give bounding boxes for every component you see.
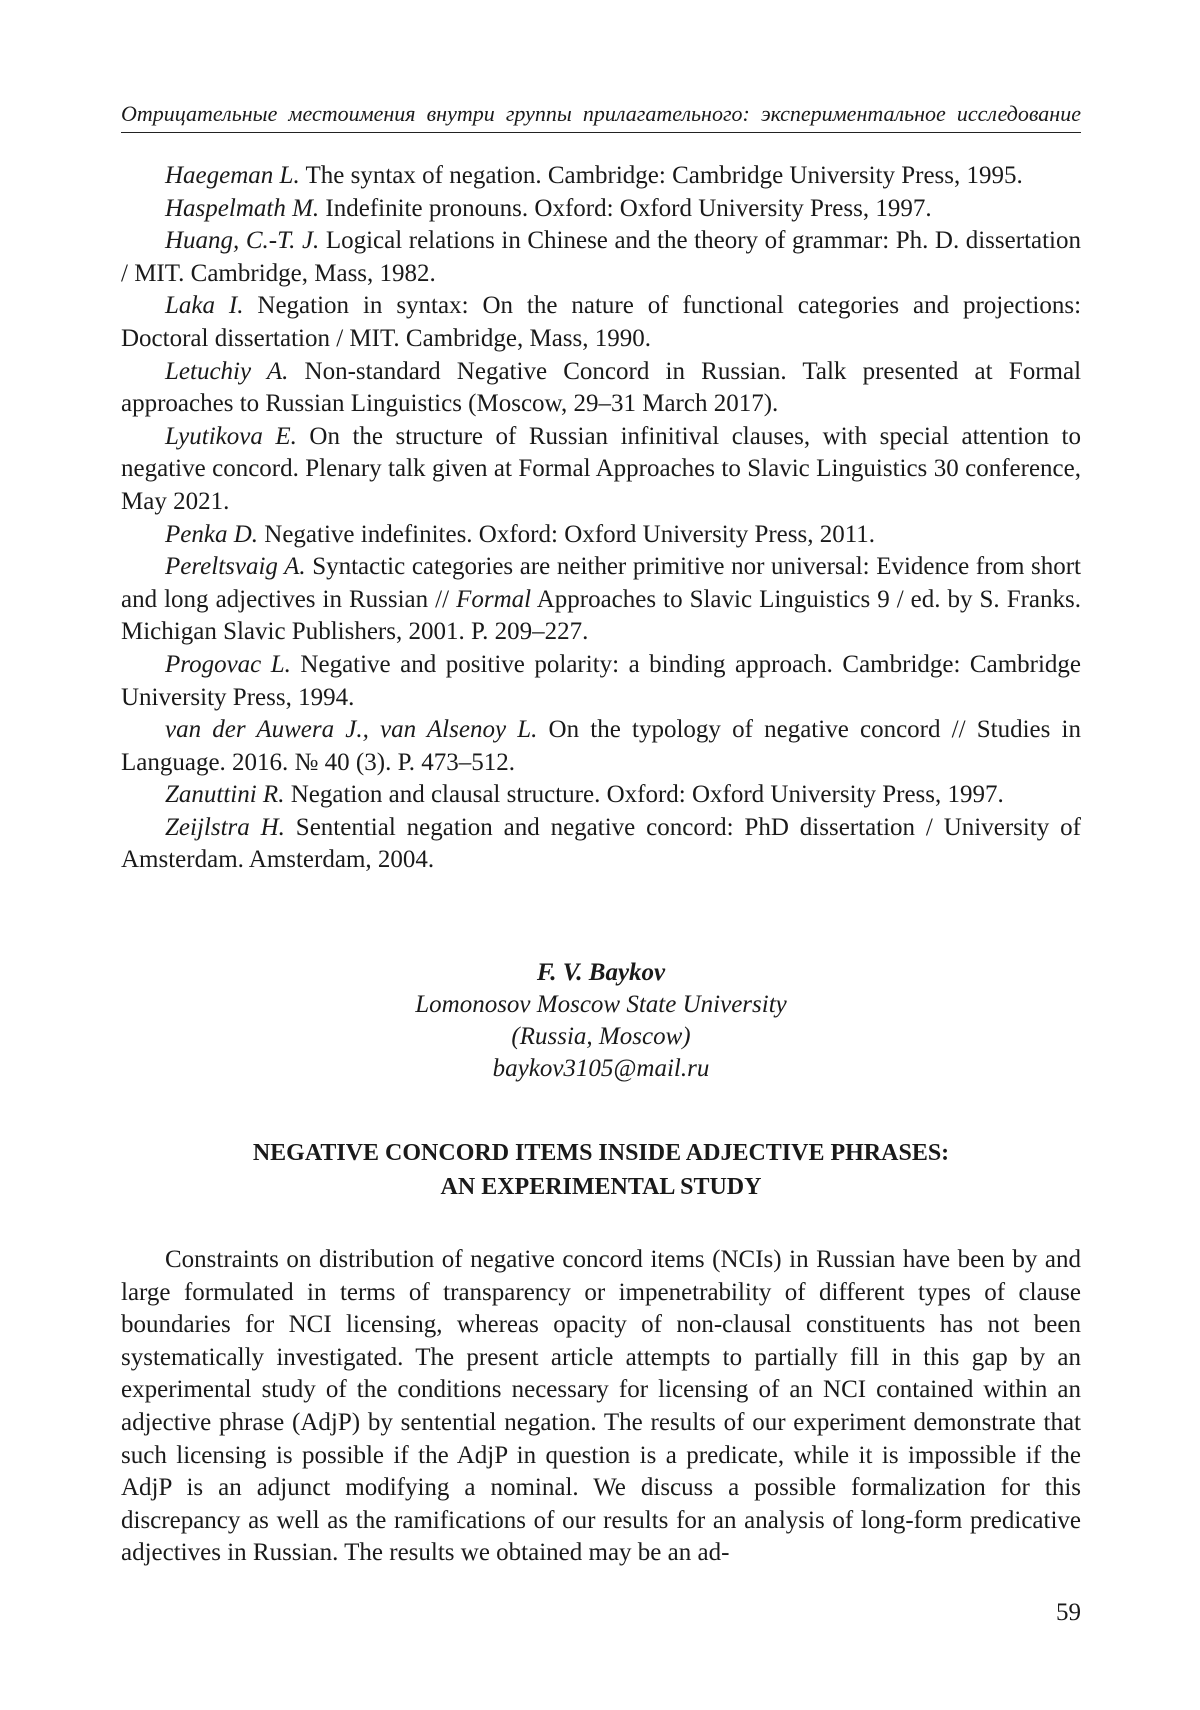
author-byline: [121, 957, 1081, 1085]
reference-item: [121, 519, 1081, 552]
reference-item: [121, 225, 1081, 290]
reference-item: [121, 356, 1081, 421]
reference-author: Lyutikova E.: [165, 422, 297, 450]
references-list: [121, 160, 1081, 877]
reference-author: Pereltsvaig A.: [165, 553, 306, 581]
reference-text: Negative indefinites. Oxford: Oxford University Press, 2011.: [258, 520, 876, 548]
reference-item: [121, 193, 1081, 226]
article-title-line: AN EXPERIMENTAL STUDY: [440, 1174, 762, 1200]
reference-item: [121, 812, 1081, 877]
reference-author: Huang, C.-T. J.: [165, 227, 320, 255]
author-affiliation: Lomonosov Moscow State University: [415, 991, 787, 1018]
reference-author: Zanuttini R.: [165, 781, 285, 809]
article-title: [121, 1136, 1081, 1204]
reference-author: Haspelmath M.: [165, 194, 320, 222]
page-number: 59: [1056, 1599, 1081, 1626]
running-head: Отрицательные местоимения внутри группы прилагательного: экспериментальное исследование: [121, 101, 1081, 126]
reference-text: Non-standard Negative Concord in Russian. Talk presented at Formal approaches to Russian Linguistics (Moscow, 29–31 March 2017).: [121, 357, 1082, 418]
reference-text: The syntax of negation. Cambridge: Cambridge University Press, 1995.: [299, 162, 1023, 189]
reference-item: [121, 779, 1081, 812]
author-email: baykov3105@mail.ru: [492, 1055, 710, 1082]
reference-author: Zeijlstra H.: [165, 813, 285, 841]
reference-author: Progovac L.: [165, 650, 291, 678]
reference-text: Sentential negation and negative concord: PhD dissertation / University of Amsterdam. Amsterdam, 2004.: [121, 813, 1081, 874]
reference-text: On the structure of Russian infinitival clauses, with special attention to negative concord. Plenary talk given at Formal Approaches to Slavic Linguistics 30 conference, May 2021.: [121, 422, 1081, 515]
reference-item: [121, 160, 1081, 193]
header-rule: [121, 132, 1081, 133]
reference-item: [121, 290, 1081, 355]
reference-text: Negation in syntax: On the nature of functional categories and projections: Doctoral dissertation / MIT. Cambridge, Mass, 1990.: [121, 292, 1082, 352]
abstract-paragraph: Constraints on distribution of negative concord items (NCIs) in Russian have been by and large formulated in terms of transparency or impenetrability of different types of clause boundaries for NCI licensing, whereas opacity of non-clausal constituents has not been systematically investigated. The present article attempts to partially fill in this gap by an experimental study of the conditions necessary for licensing of an NCI contained within an adjective phrase (AdjP) by sentential negation. The results of our experiment demonstrate that such licensing is possible if the AdjP in question is a predicate, while it is impossible if the AdjP is an adjunct modifying a nominal. We discuss a possible formalization for this discrepancy as well as the ramifications of our results for an analysis of long-form predicative adjectives in Russian. The results we obtained may be an ad-: [121, 1246, 1081, 1567]
reference-author: Letuchiy A.: [165, 357, 289, 385]
reference-item: [121, 551, 1081, 649]
reference-author: Penka D.: [165, 520, 259, 548]
article-title-line: NEGATIVE CONCORD ITEMS INSIDE ADJECTIVE PHRASES:: [252, 1140, 950, 1166]
author-name: F. V. Baykov: [536, 959, 666, 986]
reference-text-after: Approaches to Slavic Linguistics 9 / ed. by S. Franks. Michigan Slavic Publishers, 2001. P. 209–227.: [121, 585, 1081, 646]
reference-text: On the typology of negative concord // Studies in Language. 2016. № 40 (3). P. 473–512.: [121, 716, 1081, 776]
author-location: (Russia, Moscow): [511, 1023, 691, 1050]
reference-text: Negative and positive polarity: a binding approach. Cambridge: Cambridge University Press, 1994.: [121, 650, 1082, 711]
reference-author: Haegeman L.: [165, 162, 300, 189]
reference-italic-part: Formal: [456, 585, 532, 613]
reference-author: Laka I.: [165, 292, 244, 320]
reference-text: Negation and clausal structure. Oxford: Oxford University Press, 1997.: [284, 781, 1004, 809]
reference-text: Indefinite pronouns. Oxford: Oxford University Press, 1997.: [319, 194, 932, 222]
reference-item: [121, 714, 1081, 779]
reference-text: Logical relations in Chinese and the theory of grammar: Ph. D. dissertation / MIT. Cambridge, Mass, 1982.: [121, 227, 1082, 287]
reference-item: [121, 649, 1081, 714]
reference-author: van der Auwera J., van Alsenoy L.: [165, 716, 538, 744]
reference-text: Syntactic categories are neither primitive nor universal: Evidence from short and long adjectives in Russian //: [121, 553, 1081, 613]
reference-item: [121, 421, 1081, 519]
